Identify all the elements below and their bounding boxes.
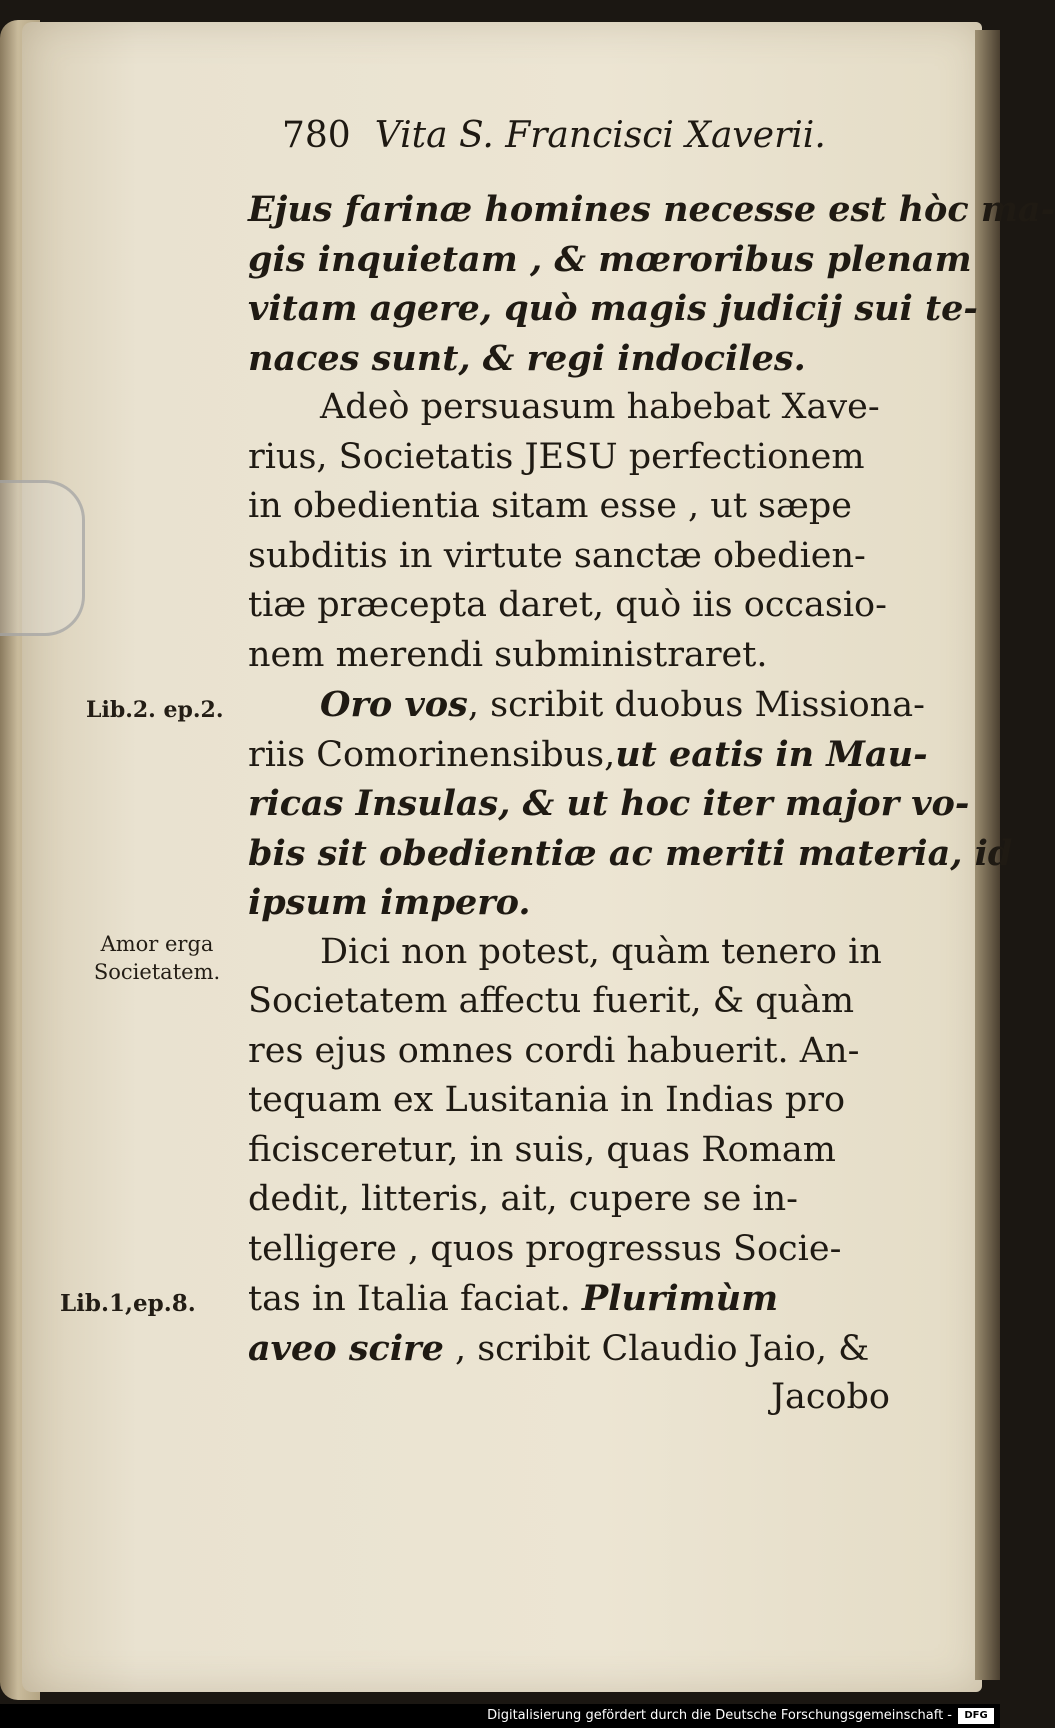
text-line xyxy=(248,1324,908,1374)
text-line xyxy=(248,1274,908,1324)
text-span: bis sit obedientiæ ac meriti materia, id xyxy=(248,832,1013,874)
text-line xyxy=(248,829,1013,879)
text-span: Ejus farinæ homines necesse est hòc ma- xyxy=(248,189,1055,230)
margin-note-reference-2: Lib.1,ep.8. xyxy=(60,1290,196,1317)
digitization-footer xyxy=(0,1704,1000,1728)
body-text xyxy=(248,185,1055,1423)
text-span: tiæ præcepta daret, quò iis occasio- xyxy=(248,585,887,625)
text-span: Plurimùm xyxy=(581,1278,779,1319)
text-span: tas in Italia faciat. xyxy=(248,1279,582,1319)
text-line xyxy=(248,928,908,978)
running-title: Vita S. Francisci Xaverii. xyxy=(374,115,826,156)
text-line xyxy=(248,1076,908,1126)
text-span: nem merendi subministraret. xyxy=(248,634,768,675)
text-line xyxy=(248,532,908,582)
text-span: naces sunt, & regi indociles. xyxy=(248,337,806,379)
text-span: , scribit Claudio Jaio, & xyxy=(443,1328,870,1369)
text-span: telligere , quos progressus Socie- xyxy=(248,1228,842,1269)
text-line xyxy=(248,631,908,681)
text-line xyxy=(248,779,970,829)
text-span: Adeò persuasum habebat Xave- xyxy=(320,387,880,427)
text-span: ficisceretur, in suis, quas Romam xyxy=(248,1129,836,1170)
text-span: ipsum impero. xyxy=(248,882,531,923)
text-line xyxy=(248,235,972,285)
text-line xyxy=(248,581,908,631)
text-line xyxy=(248,730,928,780)
text-line xyxy=(248,383,908,433)
text-span: ricas Insulas, & ut hoc iter major vo- xyxy=(248,783,970,824)
text-span: rius, Societatis JESU perfectionem xyxy=(248,436,865,477)
text-line xyxy=(248,878,908,928)
text-line xyxy=(248,482,908,532)
text-span: dedit, litteris, ait, cupere se in- xyxy=(248,1179,798,1219)
text-span: gis inquietam , & mœroribus plenam xyxy=(248,238,972,280)
text-span: Dici non potest, quàm tenero in xyxy=(320,931,882,972)
page-number: 780 xyxy=(282,115,351,156)
text-line xyxy=(248,1027,908,1077)
text-line xyxy=(248,977,908,1027)
page-clip xyxy=(0,480,85,636)
text-span: tequam ex Lusitania in Indias pro xyxy=(248,1080,846,1120)
margin-note-topic-line-2: Societatem. xyxy=(93,960,221,984)
text-span: in obedientia sitam esse , ut sæpe xyxy=(248,486,852,526)
margin-note-reference-1: Lib.2. ep.2. xyxy=(86,697,224,723)
text-span: , scribit duobus Missiona- xyxy=(467,685,925,725)
text-line xyxy=(248,433,908,483)
text-line xyxy=(248,284,978,334)
margin-note-topic-line-1: Amor erga xyxy=(100,932,214,956)
text-line xyxy=(248,1126,908,1176)
text-line xyxy=(248,1373,908,1423)
footer-text: Digitalisierung gefördert durch die Deutsche Forschungsgemeinschaft - xyxy=(487,1708,952,1723)
margin-note-topic xyxy=(82,930,232,986)
text-span: Oro vos xyxy=(320,684,468,725)
running-head xyxy=(282,115,842,165)
text-line xyxy=(248,334,908,384)
text-span: Societatem affectu fuerit, & quàm xyxy=(248,981,855,1021)
text-span: riis Comorinensibus, xyxy=(248,734,616,775)
text-span: res ejus omnes cordi habuerit. An- xyxy=(248,1030,860,1071)
text-span: vitam agere, quò magis judicij sui te- xyxy=(248,288,978,329)
text-line xyxy=(248,1225,908,1275)
text-line xyxy=(248,185,1055,235)
text-span: Jacobo xyxy=(770,1377,890,1417)
text-span: ut eatis in Mau- xyxy=(615,733,928,775)
dfg-logo-icon: DFG xyxy=(958,1708,994,1724)
text-span: subditis in virtute sanctæ obedien- xyxy=(248,535,866,576)
text-line xyxy=(248,1175,908,1225)
text-line xyxy=(248,680,925,730)
text-span: aveo scire xyxy=(248,1327,444,1369)
